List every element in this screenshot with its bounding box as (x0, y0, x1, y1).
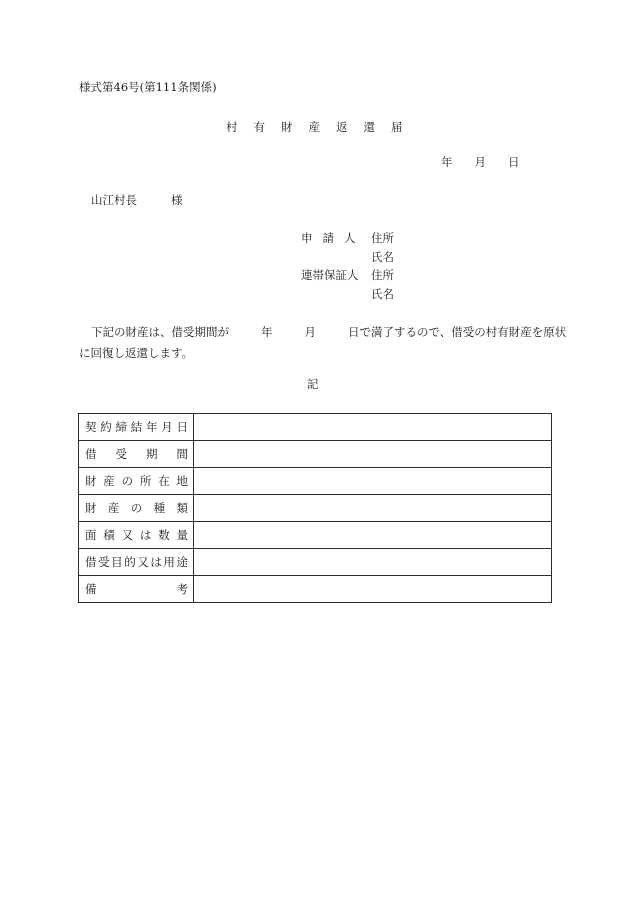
body-paragraph (79, 322, 567, 364)
applicant-title: 申請人 (301, 231, 366, 245)
row-label-property-type: 財産の種類 (79, 495, 194, 522)
table-row (79, 414, 552, 441)
table-row (79, 495, 552, 522)
applicant-address-label: 住所 (371, 231, 394, 245)
body-line-1 (79, 322, 567, 343)
row-label-purpose: 借受目的又は用途 (79, 549, 194, 576)
table-row (79, 549, 552, 576)
row-label-lease-period: 借受期間 (79, 441, 194, 468)
table-row (79, 576, 552, 603)
row-label-contract-date: 契約締結年月日 (79, 414, 194, 441)
applicant-name-label: 氏名 (371, 250, 394, 264)
addressee-name: 山江村長 (91, 193, 137, 207)
row-value-area-quantity[interactable] (194, 522, 552, 549)
date-year-label: 年 (441, 155, 453, 169)
table-row (79, 468, 552, 495)
row-label-remarks: 備考 (79, 576, 194, 603)
row-label-area-quantity: 面積又は数量 (79, 522, 194, 549)
table-row (79, 522, 552, 549)
form-number: 様式第46号(第111条関係) (79, 80, 217, 94)
addressee-honorific: 様 (171, 193, 183, 207)
table-row (79, 441, 552, 468)
row-value-lease-period[interactable] (194, 441, 552, 468)
date-day-label: 日 (508, 155, 520, 169)
property-table (78, 413, 552, 603)
document-title: 村有財産返還届 (226, 120, 419, 134)
guarantor-title: 連帯保証人 (301, 268, 359, 282)
body-text-part2: 日で満了するので、借受の村有財産を原状 (348, 325, 567, 339)
body-line-2: に回復し返還します。 (79, 346, 194, 360)
row-value-remarks[interactable] (194, 576, 552, 603)
body-month: 月 (304, 325, 316, 339)
body-year: 年 (261, 325, 273, 339)
ki-heading: 記 (307, 377, 319, 391)
addressee (91, 195, 183, 207)
row-value-property-type[interactable] (194, 495, 552, 522)
date-line (441, 157, 520, 169)
row-label-location: 財産の所在地 (79, 468, 194, 495)
row-value-purpose[interactable] (194, 549, 552, 576)
guarantor-address-label: 住所 (371, 268, 394, 282)
date-month-label: 月 (474, 155, 486, 169)
row-value-location[interactable] (194, 468, 552, 495)
body-text-part1: 下記の財産は、借受期間が (91, 325, 229, 339)
row-value-contract-date[interactable] (194, 414, 552, 441)
guarantor-name-label: 氏名 (371, 287, 394, 301)
